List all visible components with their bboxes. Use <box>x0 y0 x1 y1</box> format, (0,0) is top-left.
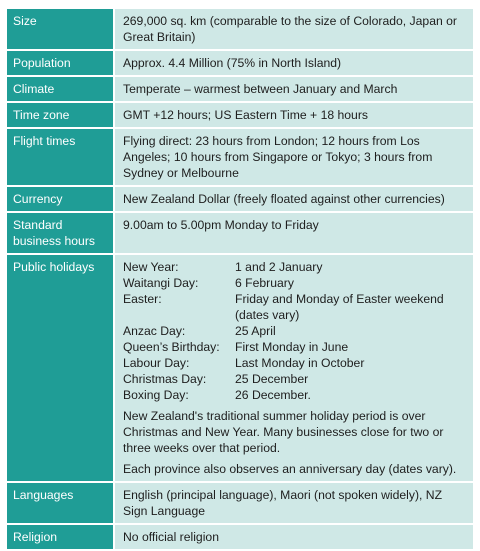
holiday-name: Boxing Day: <box>123 388 189 402</box>
row-size <box>7 9 473 49</box>
value-business-hours: 9.00am to 5.00pm Monday to Friday <box>115 213 473 253</box>
holiday-name: Easter: <box>123 292 162 306</box>
label-currency: Currency <box>7 187 115 211</box>
holiday-date: 25 April <box>235 324 276 338</box>
holiday-date: First Monday in June <box>235 340 349 354</box>
holiday-name: Queen’s Birthday: <box>123 340 220 354</box>
row-public-holidays <box>7 255 473 481</box>
row-religion <box>7 525 473 549</box>
label-languages: Languages <box>7 483 115 523</box>
label-public-holidays: Public holidays <box>7 255 115 481</box>
holiday-note-anniversary: Each province also observes an anniversary day (dates vary). <box>123 462 457 476</box>
holiday-name: New Year: <box>123 260 179 274</box>
holiday-date: Last Monday in October <box>235 356 365 370</box>
value-time-zone: GMT +12 hours; US Eastern Time + 18 hours <box>115 103 473 127</box>
row-currency <box>7 187 473 211</box>
holiday-item <box>123 387 467 403</box>
holiday-name: Labour Day: <box>123 356 190 370</box>
label-climate: Climate <box>7 77 115 101</box>
holiday-item <box>123 291 467 323</box>
label-time-zone: Time zone <box>7 103 115 127</box>
label-flight-times: Flight times <box>7 129 115 185</box>
holiday-date: Friday and Monday of Easter weekend (dates vary) <box>235 292 444 322</box>
holiday-date: 6 February <box>235 276 294 290</box>
label-population: Population <box>7 51 115 75</box>
value-public-holidays <box>115 255 473 481</box>
label-business-hours: Standard business hours <box>7 213 115 253</box>
value-currency: New Zealand Dollar (freely floated against other currencies) <box>115 187 473 211</box>
holiday-date: 26 December. <box>235 388 311 402</box>
nz-facts-table-container <box>7 7 473 551</box>
value-size: 269,000 sq. km (comparable to the size of Colorado, Japan or Great Britain) <box>115 9 473 49</box>
label-religion: Religion <box>7 525 115 549</box>
holiday-name: Waitangi Day: <box>123 276 199 290</box>
holiday-item <box>123 371 467 387</box>
holiday-item <box>123 275 467 291</box>
holiday-note-summer: New Zealand's traditional summer holiday period is over Christmas and New Year. Many businesses close for two or three weeks over that period. <box>123 409 444 455</box>
value-religion: No official religion <box>115 525 473 549</box>
value-flight-times: Flying direct: 23 hours from London; 12 hours from Los Angeles; 10 hours from Singapore or Tokyo; 3 hours from Sydney or Melbourne <box>115 129 473 185</box>
holiday-date: 1 and 2 January <box>235 260 323 274</box>
holiday-item <box>123 355 467 371</box>
row-business-hours <box>7 213 473 253</box>
holiday-name: Anzac Day: <box>123 324 186 338</box>
value-climate: Temperate – warmest between January and March <box>115 77 473 101</box>
nz-facts-table <box>7 7 473 551</box>
row-time-zone <box>7 103 473 127</box>
row-flight-times <box>7 129 473 185</box>
label-size: Size <box>7 9 115 49</box>
value-population: Approx. 4.4 Million (75% in North Island) <box>115 51 473 75</box>
holiday-item <box>123 323 467 339</box>
value-languages: English (principal language), Maori (not spoken widely), NZ Sign Language <box>115 483 473 523</box>
row-languages <box>7 483 473 523</box>
holiday-date: 25 December <box>235 372 309 386</box>
holiday-item <box>123 339 467 355</box>
holiday-item <box>123 259 467 275</box>
row-climate <box>7 77 473 101</box>
row-population <box>7 51 473 75</box>
holiday-name: Christmas Day: <box>123 372 207 386</box>
